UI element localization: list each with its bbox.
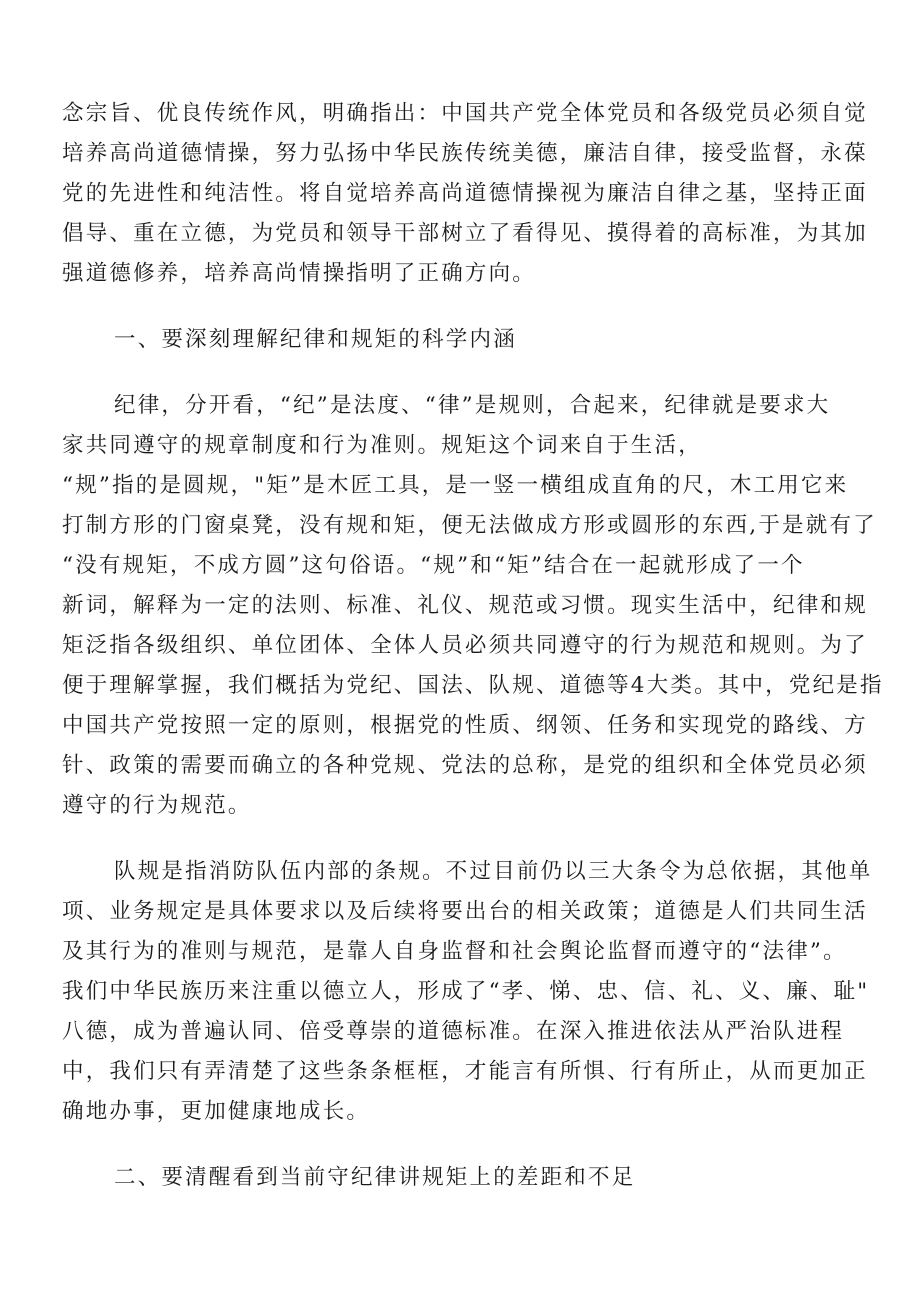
text-line: “没有规矩，不成方圆”这句俗语。“规”和“矩”结合在一起就形成了一个 xyxy=(62,553,805,578)
text-line: 强道德修养，培养高尚情操指明了正确方向。 xyxy=(62,261,537,286)
text-line: 纪律，分开看，“纪”是法度、“律”是规则，合起来，纪律就是要求大 xyxy=(114,393,831,418)
heading-line: 二、要清醒看到当前守纪律讲规矩上的差距和不足 xyxy=(114,1165,636,1190)
section-heading-2 xyxy=(62,1158,862,1198)
text-line: 家共同遵守的规章制度和行为准则。规矩这个词来自于生活， xyxy=(62,433,702,458)
text-line: 确地办事，更加健康地成长。 xyxy=(62,1099,371,1124)
text-line: 倡导、重在立德，为党员和领导干部树立了看得见、摸得着的高标准，为其加 xyxy=(62,221,868,246)
section-heading-1 xyxy=(62,320,862,360)
text-line: 新词，解释为一定的法则、标准、礼仪、规范或习惯。现实生活中，纪律和规 xyxy=(62,593,868,618)
text-line: 打制方形的门窗桌凳，没有规和矩，便无法做成方形或圆形的东西,于是就有了 xyxy=(62,513,877,538)
text-line: 项、业务规定是具体要求以及后续将要出台的相关政策；道德是人们共同生活 xyxy=(62,899,868,924)
heading-line: 一、要深刻理解纪律和规矩的科学内涵 xyxy=(114,327,517,352)
text-line: 及其行为的准则与规范，是靠人自身监督和社会舆论监督而遵守的“法律”。 xyxy=(62,939,847,964)
text-line: 八德，成为普遍认同、倍受尊崇的道德标准。在深入推进依法从严治队进程 xyxy=(62,1019,845,1044)
text-line: 念宗旨、优良传统作风，明确指出：中国共产党全体党员和各级党员必须自觉 xyxy=(62,101,868,126)
document-page xyxy=(62,94,884,1198)
text-line: 遵守的行为规范。 xyxy=(62,793,252,818)
paragraph-1 xyxy=(62,94,868,294)
text-line: 矩泛指各级组织、单位团体、全体人员必须共同遵守的行为规范和规则。为了 xyxy=(62,633,868,658)
text-line: 便于理解掌握，我们概括为党纪、国法、队规、道德等4大类。其中，党纪是指 xyxy=(62,673,884,698)
text-line: 队规是指消防队伍内部的条规。不过目前仍以三大条令为总依据，其他单 xyxy=(114,859,873,884)
text-line: 中，我们只有弄清楚了这些条条框框，才能言有所惧、行有所止，从而更加正 xyxy=(62,1059,868,1084)
text-line: 中国共产党按照一定的原则，根据党的性质、纲领、任务和实现党的路线、方 xyxy=(62,713,868,738)
text-line: 我们中华民族历来注重以德立人，形成了“孝、悌、忠、信、礼、义、廉、耻" xyxy=(62,979,870,1004)
text-line: 针、政策的需要而确立的各种党规、党法的总称，是党的组织和全体党员必须 xyxy=(62,753,868,778)
paragraph-2 xyxy=(62,386,884,826)
text-line: 培养高尚道德情操，努力弘扬中华民族传统美德，廉洁自律，接受监督，永葆 xyxy=(62,141,868,166)
text-line: 党的先进性和纯洁性。将自觉培养高尚道德情操视为廉洁自律之基，坚持正面 xyxy=(62,181,868,206)
text-line: “规”指的是圆规，"矩”是木匠工具，是一竖一横组成直角的尺，木工用它来 xyxy=(62,473,849,498)
paragraph-3 xyxy=(62,852,873,1132)
